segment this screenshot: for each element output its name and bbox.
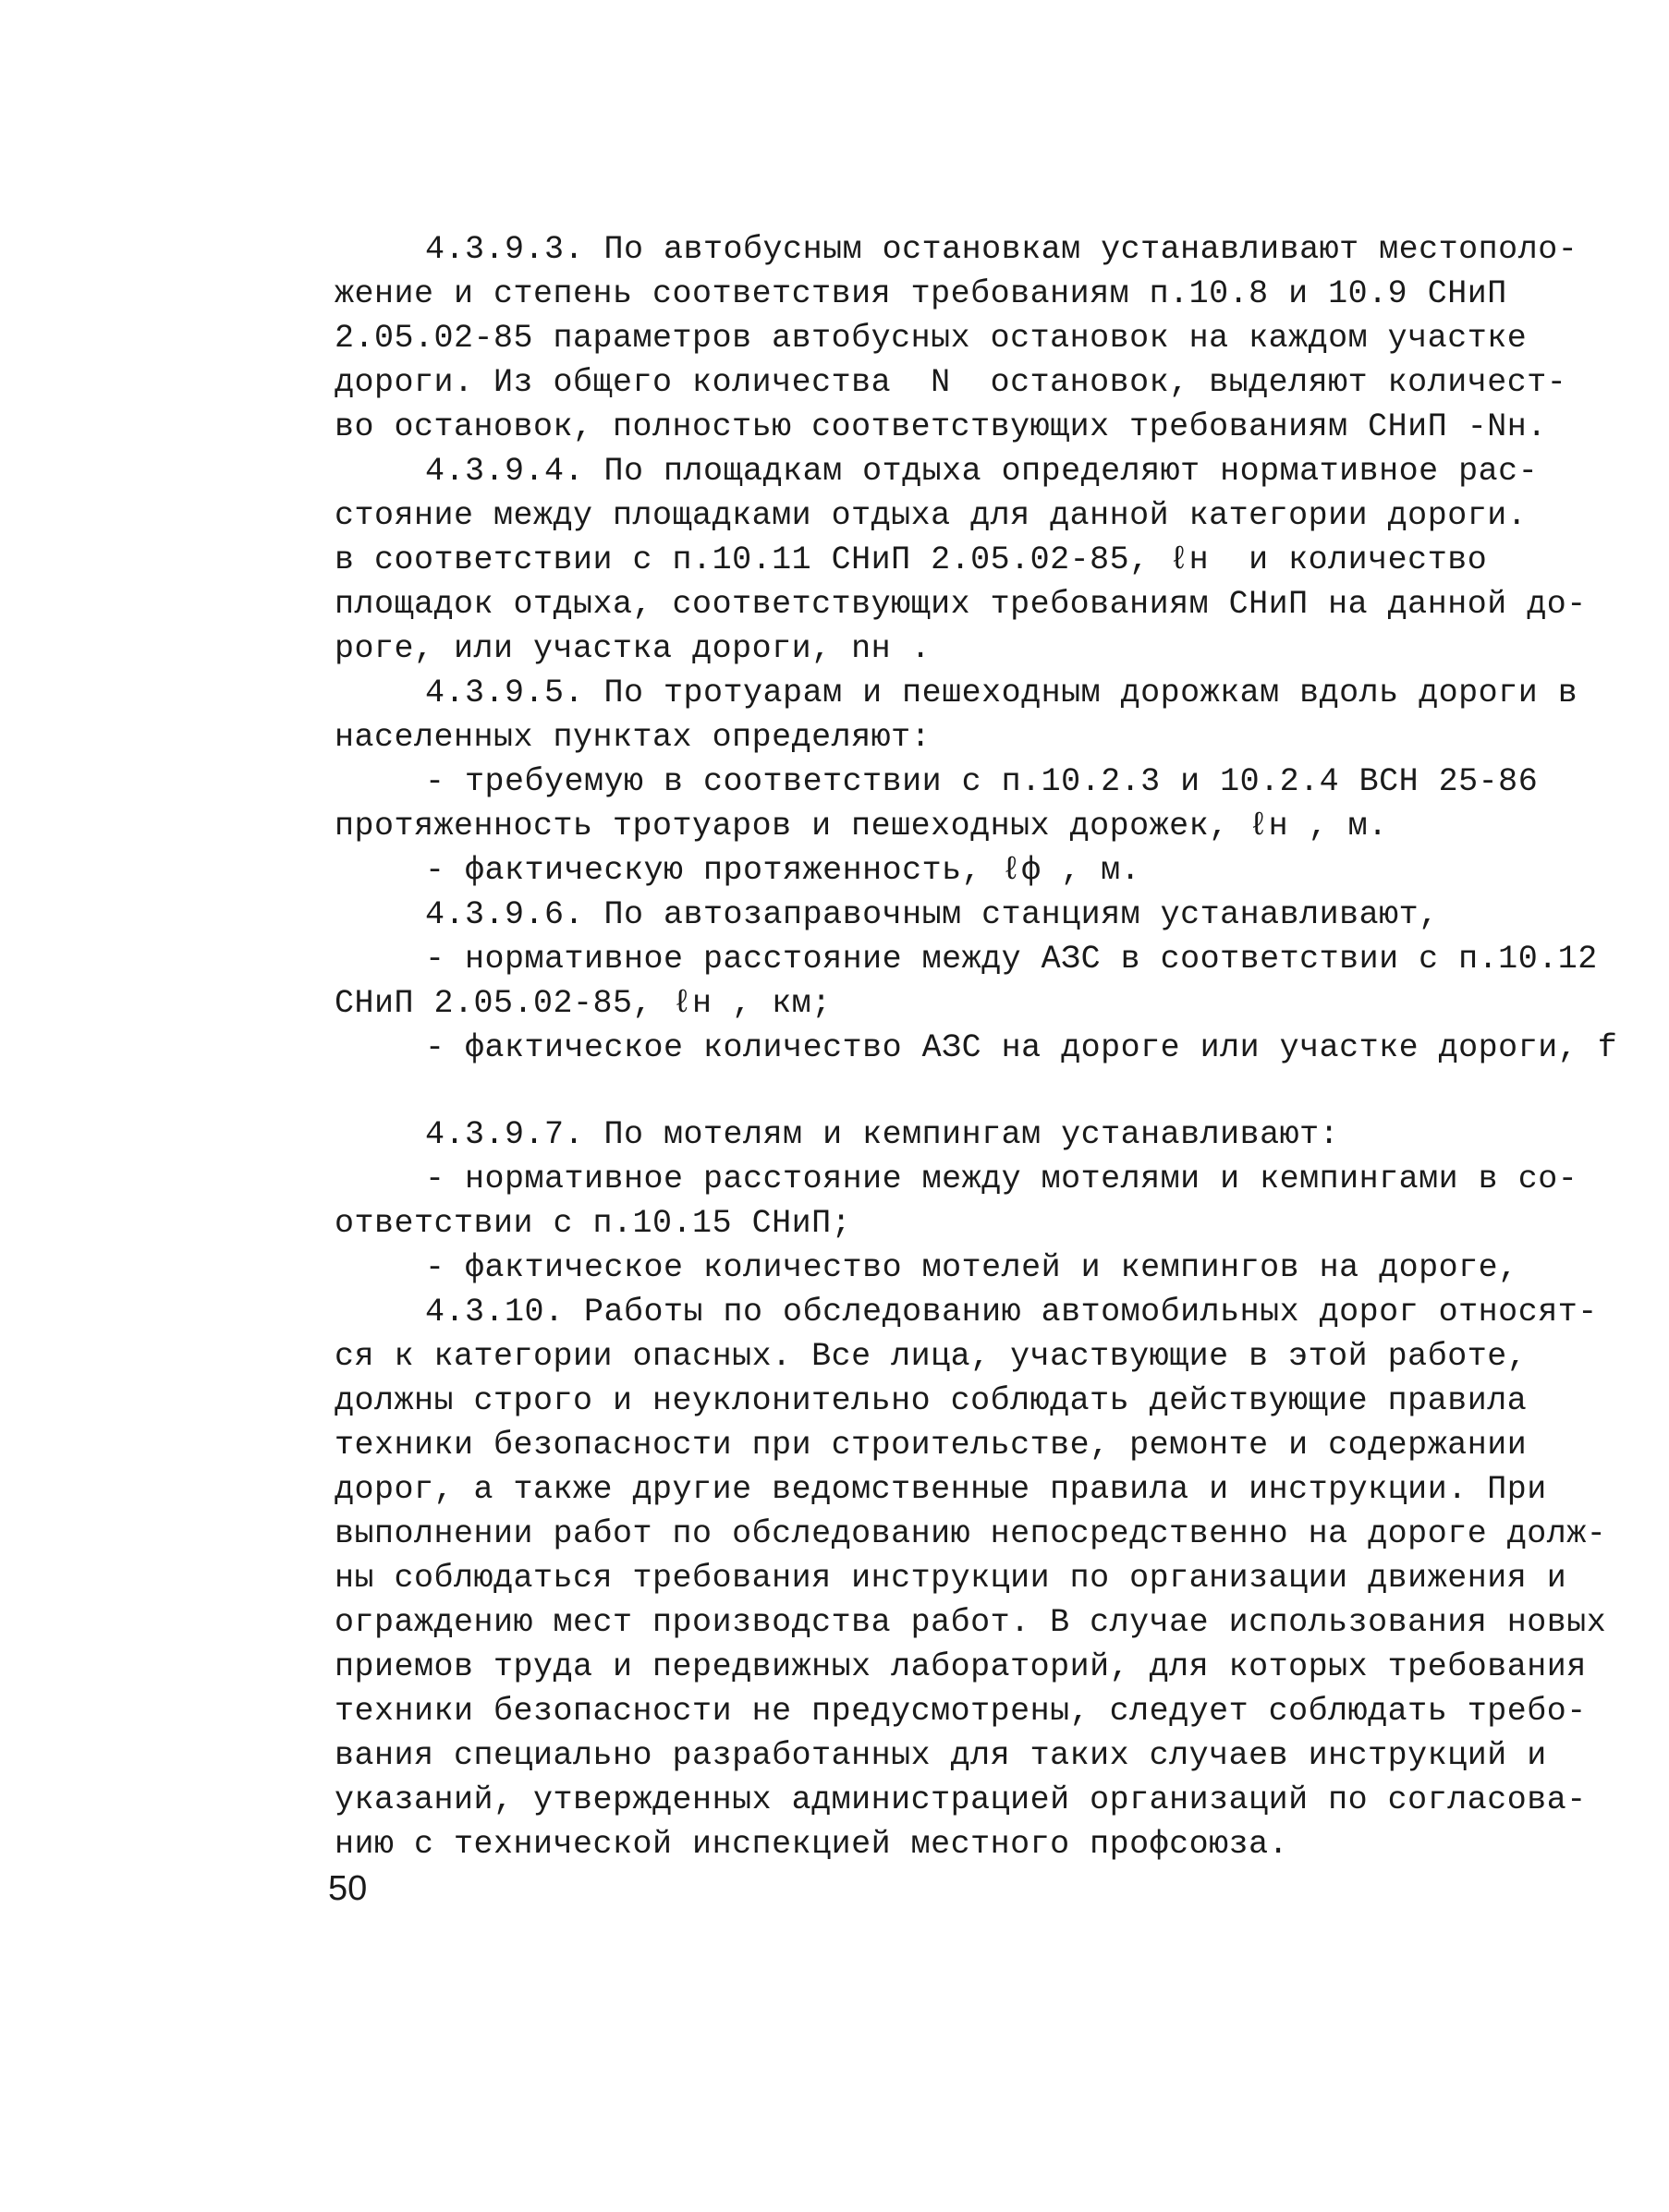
text-line: СНиП 2.05.02-85, ℓн , км; [335,985,832,1022]
text-line: дороги. Из общего количества N остановок, выделяют количест- [335,364,1567,401]
text-line: выполнении работ по обследованию непосредственно на дороге долж- [335,1515,1607,1552]
text-line: приемов труда и передвижных лабораторий, для которых требования [335,1648,1587,1685]
text-line: во остановок, полностью соответствующих требованиям СНиП -Nн. [335,408,1547,445]
text-line: - нормативное расстояние между мотелями и кемпингами в со- [425,1161,1578,1197]
text-line: указаний, утвержденных администрацией организаций по согласова- [335,1781,1587,1818]
text-line: - нормативное расстояние между АЗС в соответствии с п.10.12 [425,941,1598,978]
text-line: 4.3.9.4. По площадкам отдыха определяют нормативное рас- [425,453,1539,490]
text-line: техники безопасности при строительстве, ремонте и содержании [335,1427,1528,1464]
text-line: ны соблюдаться требования инструкции по организации движения и [335,1560,1567,1597]
text-line: 4.3.9.5. По тротуарам и пешеходным дорожкам вдоль дороги в [425,675,1578,711]
text-line: ограждению мест производства работ. В случае использования новых [335,1604,1607,1641]
text-line: 4.3.9.6. По автозаправочным станциям устанавливают, [425,896,1439,933]
text-line: нию с технической инспекцией местного профсоюза. [335,1826,1289,1863]
text-line: - требуемую в соответствии с п.10.2.3 и 10.2.4 ВСН 25-86 [425,763,1539,800]
text-line: площадок отдыха, соответствующих требованиям СНиП на данной до- [335,586,1587,623]
text-line: вания специально разработанных для таких случаев инструкций и [335,1737,1547,1774]
text-line: стояние между площадками отдыха для данной категории дороги. [335,497,1528,534]
text-line: в соответствии с п.10.11 СНиП 2.05.02-85, ℓн и количество [335,541,1488,578]
text-line: населенных пунктах определяют: [335,719,932,756]
text-line: должны строго и неуклонительно соблюдать действующие правила [335,1382,1528,1419]
text-line: ответствии с п.10.15 СНиП; [335,1205,852,1242]
text-line: 4.3.9.3. По автобусным остановкам устанавливают местополо- [425,231,1578,268]
text-line: дорог, а также другие ведомственные правила и инструкции. При [335,1471,1547,1508]
text-line: 4.3.9.7. По мотелям и кемпингам устанавливают: [425,1116,1340,1153]
text-line: - фактическую протяженность, ℓф , м. [425,852,1141,889]
page-number: 50 [328,1869,368,1908]
text-line: роге, или участка дороги, nн . [335,630,932,667]
text-line: техники безопасности не предусмотрены, следует соблюдать требо- [335,1693,1587,1730]
text-line: ся к категории опасных. Все лица, участвующие в этой работе, [335,1338,1528,1375]
text-line: 4.3.10. Работы по обследованию автомобильных дорог относят- [425,1294,1598,1331]
text-line: - фактическое количество мотелей и кемпингов на дороге, [425,1249,1518,1286]
text-line: - фактическое количество АЗС на дороге или участке дороги, f [425,1029,1618,1066]
text-line: 2.05.02-85 параметров автобусных остановок на каждом участке [335,320,1528,357]
text-line: жение и степень соответствия требованиям п.10.8 и 10.9 СНиП [335,275,1507,312]
text-line: протяженность тротуаров и пешеходных дорожек, ℓн , м. [335,808,1388,845]
